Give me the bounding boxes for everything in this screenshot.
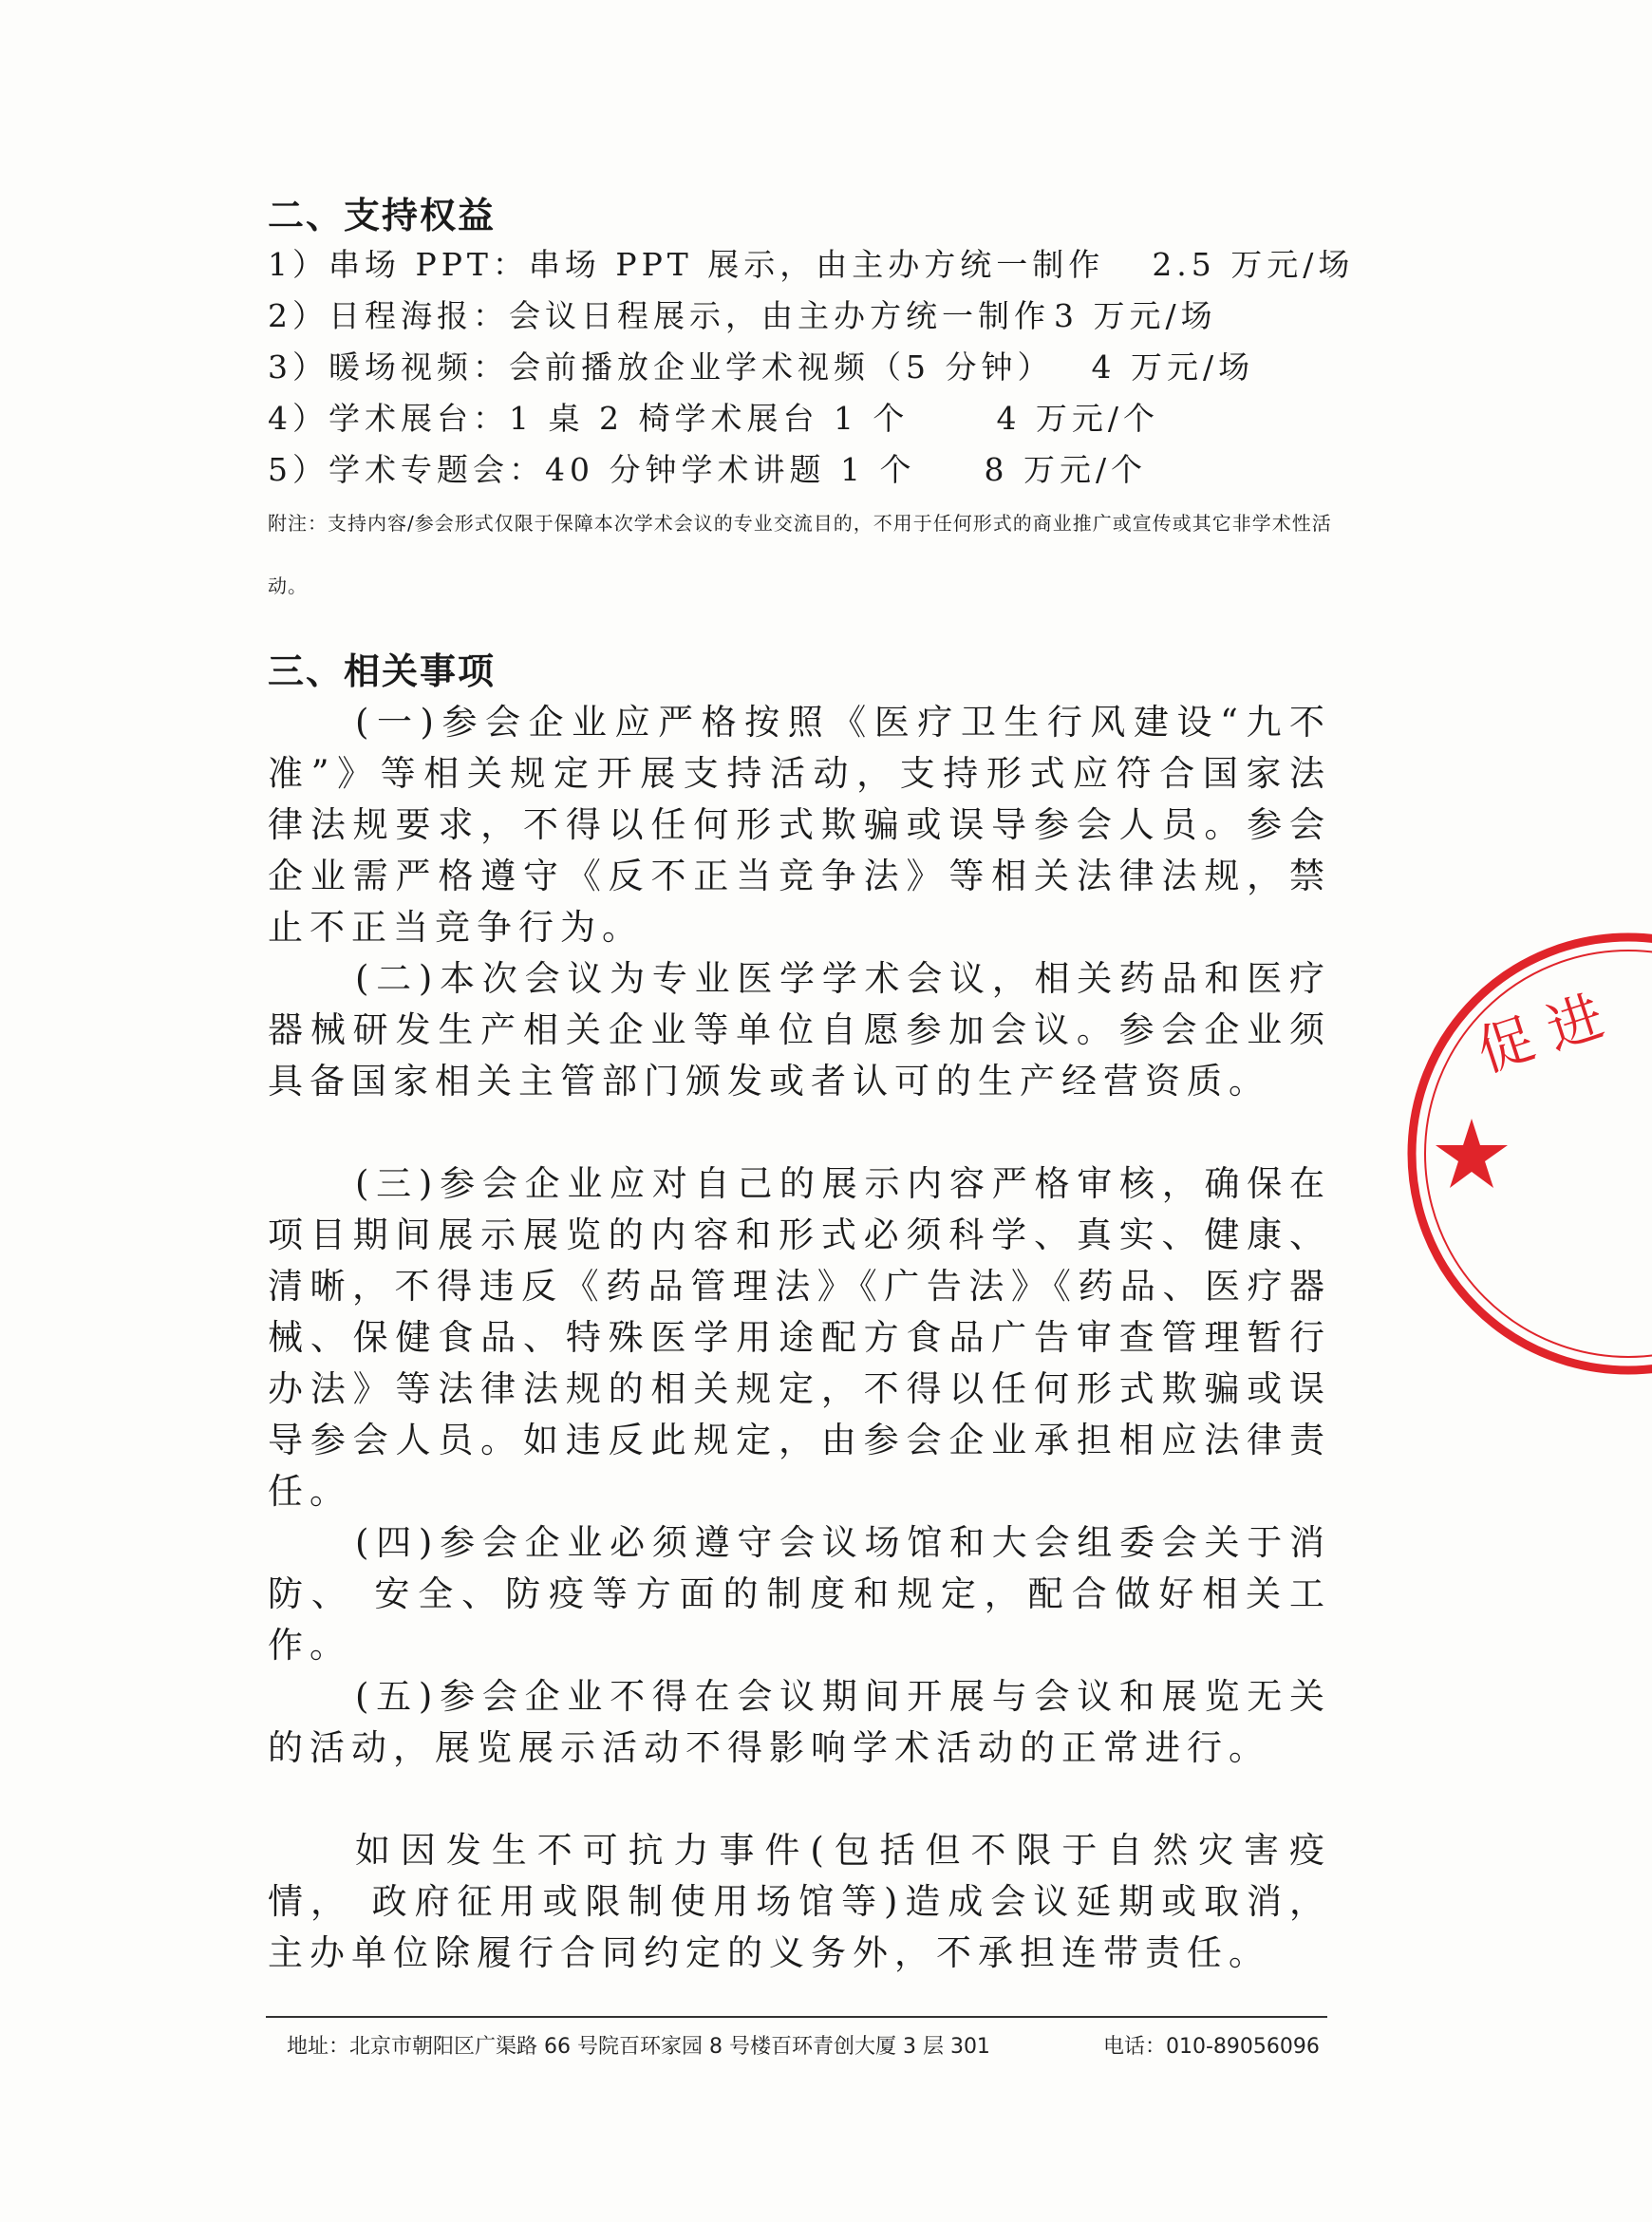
matter-paragraph: (四)参会企业必须遵守会议场馆和大会组委会关于消防、 安全、防疫等方面的制度和规定，配合做好相关工作。 bbox=[268, 1522, 1331, 1666]
matter-paragraph: (五)参会企业不得在会议期间开展与会议和展览无关的活动，展览展示活动不得影响学术活动的正常进行。 bbox=[268, 1676, 1331, 1768]
section-title-support: 二、支持权益 bbox=[268, 195, 497, 236]
matter-paragraph: (一)参会企业应严格按照《医疗卫生行风建设“九不准”》等相关规定开展支持活动，支持形式应符合国家法律法规要求，不得以任何形式欺骗或误导参会人员。参会企业需严格遵守《反不正当竞争法》等相关法律法规，禁止不正当竞争行为。 bbox=[268, 702, 1331, 948]
footer-divider bbox=[266, 2016, 1327, 2018]
benefit-text: 2）日程海报：会议日程展示，由主办方统一制作 bbox=[268, 297, 1050, 334]
benefit-text: 1）串场 PPT：串场 PPT 展示，由主办方统一制作 bbox=[268, 246, 1105, 283]
matter-paragraph: (三)参会企业应对自己的展示内容严格审核，确保在项目期间展示展览的内容和形式必须科学、真实、健康、清晰，不得违反《药品管理法》《广告法》《药品、医疗器械、保健食品、特殊医学用途配方食品广告审查管理暂行办法》等法律法规的相关规定，不得以任何形式欺骗或误导参会人员。如违反此规定，由参会企业承担相应法律责任。 bbox=[268, 1163, 1331, 1512]
benefit-text: 3）暖场视频：会前播放企业学术视频（5 分钟） bbox=[268, 348, 1054, 386]
benefit-item bbox=[268, 400, 1160, 437]
star-icon bbox=[1436, 1119, 1508, 1188]
benefit-price: 4 万元/场 bbox=[1091, 348, 1255, 386]
seal-text: 促 进 bbox=[1469, 983, 1611, 1085]
benefit-item bbox=[268, 348, 1255, 386]
benefit-item bbox=[268, 246, 1355, 283]
matter-paragraph: 如因发生不可抗力事件(包括但不限于自然灾害疫情， 政府征用或限制使用场馆等)造成会议延期或取消，主办单位除履行合同约定的义务外，不承担连带责任。 bbox=[268, 1830, 1331, 1973]
benefit-item bbox=[268, 297, 1217, 334]
benefit-price: 4 万元/个 bbox=[996, 400, 1160, 437]
official-seal bbox=[1405, 983, 1652, 1310]
benefit-price: 3 万元/场 bbox=[1054, 297, 1217, 334]
benefit-price: 8 万元/个 bbox=[984, 451, 1148, 488]
section-title-matters: 三、相关事项 bbox=[268, 650, 497, 692]
benefit-text: 4）学术展台：1 桌 2 椅学术展台 1 个 bbox=[268, 400, 910, 437]
footer-phone: 电话：010-89056096 bbox=[1103, 2035, 1320, 2059]
matter-paragraph: (二)本次会议为专业医学学术会议，相关药品和医疗器械研发生产相关企业等单位自愿参加会议。参会企业须具备国家相关主管部门颁发或者认可的生产经营资质。 bbox=[268, 958, 1331, 1102]
benefit-item bbox=[268, 451, 1148, 488]
benefit-note: 附注：支持内容/参会形式仅限于保障本次学术会议的专业交流目的，不用于任何形式的商业推广或宣传或其它非学术性活动。 bbox=[268, 512, 1332, 597]
benefit-price: 2.5 万元/场 bbox=[1152, 246, 1355, 283]
footer-address: 地址：北京市朝阳区广渠路 66 号院百环家园 8 号楼百环青创大厦 3 层 301 bbox=[287, 2035, 990, 2059]
benefit-text: 5）学术专题会：40 分钟学术讲题 1 个 bbox=[268, 451, 916, 488]
